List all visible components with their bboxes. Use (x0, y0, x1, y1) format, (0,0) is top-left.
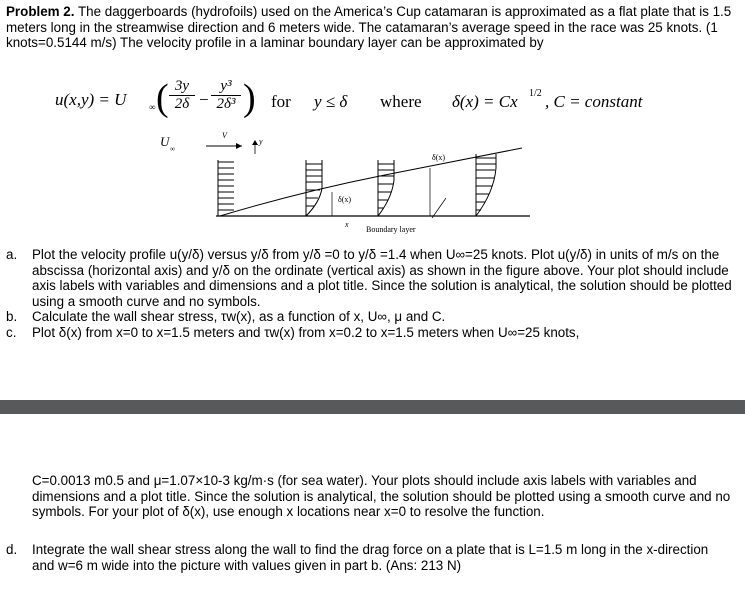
profile-3 (476, 154, 496, 216)
condition: y ≤ δ (314, 92, 348, 111)
delta-label-outer: δ(x) (432, 153, 446, 162)
part-b-marker: b. (6, 309, 18, 325)
part-c-continuation: C=0.0013 m0.5 and μ=1.07×10-3 kg/m·s (for sea water). Your plots should include axis labels with variables and dimensions and a plot title. Since the solution is analytical, the solution should be plotted using a smooth curve and no symbols. For your plot of δ(x), use enough x locations near x=0 to resolve the function. (32, 473, 731, 520)
boundary-layer-diagram (150, 132, 570, 240)
constant-text: , C = constant (545, 92, 643, 111)
for-text: for (271, 92, 291, 111)
part-d (6, 542, 734, 573)
u-inf-label: U (160, 134, 170, 149)
part-c (6, 325, 734, 341)
boundary-layer-figure (150, 132, 570, 240)
freestream-arrowhead (236, 143, 242, 149)
profile-1 (306, 160, 322, 216)
equation-lhs-sub: ∞ (149, 102, 156, 112)
delta-exponent: 1/2 (529, 88, 542, 99)
right-paren: ) (243, 77, 256, 119)
page-divider (0, 400, 745, 414)
velocity-profile-equation (55, 72, 745, 132)
equation-lhs: u(x,y) = U (55, 90, 127, 109)
minus-sign: − (199, 90, 209, 109)
boundary-layer-label: Boundary layer (366, 225, 416, 234)
frac2-num: y³ (220, 78, 232, 94)
delta-label-inner: δ(x) (338, 195, 352, 204)
delta-definition: δ(x) = Cx (452, 92, 518, 111)
problem-statement (6, 4, 736, 51)
part-b (6, 309, 734, 325)
y-label: y (259, 137, 263, 146)
frac2-den: 2δ³ (211, 95, 241, 113)
parts-list (6, 247, 734, 341)
fraction-y3-2delta3 (211, 78, 241, 113)
x-label: x (345, 220, 349, 229)
part-d-text: Integrate the wall shear stress along the wall to find the drag force on a plate that is L=1.5 m long in the x-direction and w=6 m wide into the picture with values given in part b. (Ans: 213 N) (32, 542, 709, 573)
part-a-text: Plot the velocity profile u(y/δ) versus y/δ from y/δ =0 to y/δ =1.4 when U∞=25 knots. Plot u(y/δ) in units of m/s on the abscissa (horizontal axis) and y/δ on the ordinate (vertical axis) as shown in the figure above. Your plot should include axis labels with variables and dimensions and a plot title. Since the solution is analytical, the solution should be plotted using a smooth curve and no symbols. (32, 247, 732, 309)
v-label: V (222, 132, 227, 140)
part-a (6, 247, 734, 309)
part-d-marker: d. (6, 542, 18, 557)
frac1-den: 2δ (169, 95, 195, 113)
bl-leader (432, 198, 446, 218)
part-c-marker: c. (6, 324, 17, 340)
part-c-text: Plot δ(x) from x=0 to x=1.5 meters and τw(x) from x=0.2 to x=1.5 meters when U∞=25 knots, (32, 324, 580, 340)
part-b-text: Calculate the wall shear stress, τw(x), as a function of x, U∞, μ and C. (32, 309, 446, 325)
left-paren: ( (156, 77, 169, 119)
inflow-profile (218, 160, 234, 216)
problem-text: The daggerboards (hydrofoils) used on the America’s Cup catamaran is approximated as a flat plate that is 1.5 meters long in the streamwise direction and 6 meters wide. The catamaran’s average speed in the race was 25 knots. (1 knots=0.5144 m/s) The velocity profile in a laminar boundary layer can be approximated by (6, 4, 732, 51)
profile-2 (378, 160, 394, 216)
part-d-item (6, 542, 734, 573)
frac1-num: 3y (174, 78, 190, 94)
u-inf-sub: ∞ (170, 145, 175, 153)
part-a-marker: a. (6, 247, 18, 262)
where-text: where (380, 92, 422, 111)
problem-heading: Problem 2. (6, 4, 75, 19)
fraction-3y-2delta (169, 78, 195, 113)
y-axis-arrowhead (252, 140, 258, 145)
